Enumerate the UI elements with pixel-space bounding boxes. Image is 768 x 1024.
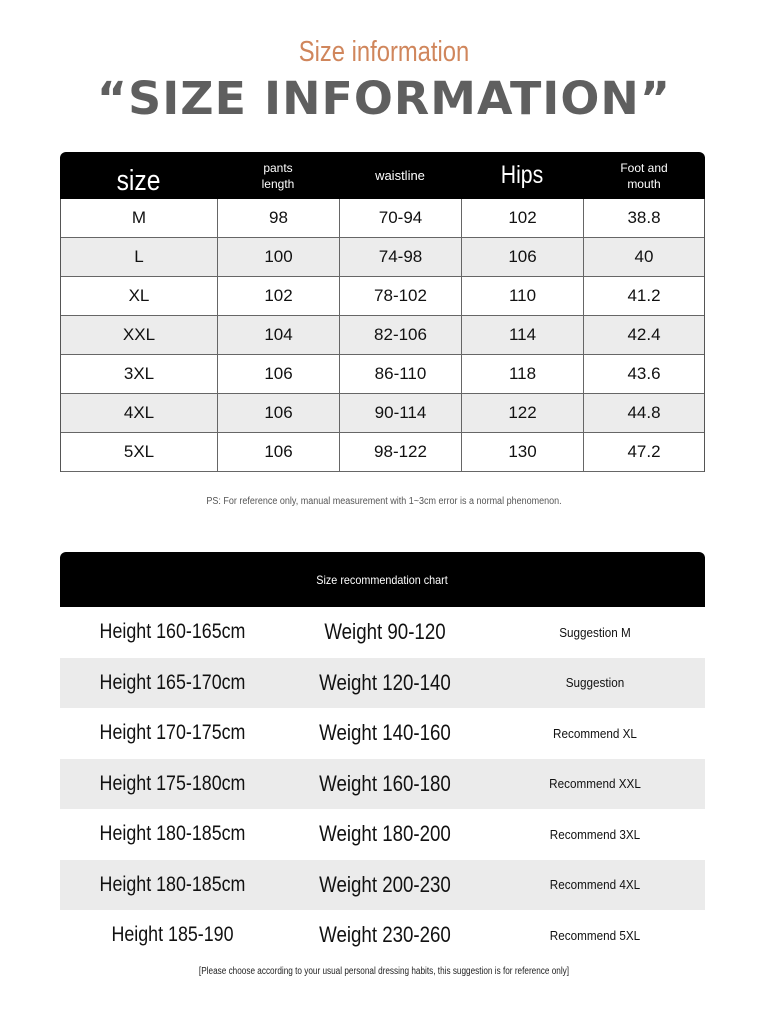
size-table-body xyxy=(60,199,705,472)
ps-note: PS: For reference only, manual measurement with 1~3cm error is a normal phenomenon. xyxy=(206,496,562,507)
weight-cell: Weight 120-140 xyxy=(319,669,451,695)
recommendation-row xyxy=(60,759,705,810)
table-cell: 43.6 xyxy=(627,364,661,383)
table-cell: 106 xyxy=(218,433,340,471)
weight-cell: Weight 140-160 xyxy=(319,720,451,746)
table-cell: 90-114 xyxy=(340,394,462,432)
header-foot-mouth xyxy=(583,152,705,199)
recommendation-body xyxy=(60,607,705,961)
table-cell: 42.4 xyxy=(627,325,661,344)
table-cell: 38.8 xyxy=(627,208,661,227)
table-cell: L xyxy=(61,238,218,276)
header-pants-line2: length xyxy=(261,176,295,191)
table-cell: 70-94 xyxy=(340,199,462,237)
height-cell: Height 170-175cm xyxy=(99,721,246,745)
table-cell: 74-98 xyxy=(340,238,462,276)
height-cell: Height 165-170cm xyxy=(99,670,246,694)
table-cell: 5XL xyxy=(61,433,218,471)
table-cell: 3XL xyxy=(61,355,218,393)
table-cell: 106 xyxy=(462,238,584,276)
table-cell: 82-106 xyxy=(340,316,462,354)
table-row xyxy=(61,433,704,472)
table-cell: XL xyxy=(61,277,218,315)
table-cell: 86-110 xyxy=(340,355,462,393)
table-row xyxy=(61,394,704,433)
table-cell: XXL xyxy=(61,316,218,354)
table-cell: 44.8 xyxy=(627,403,661,422)
table-cell: 78-102 xyxy=(340,277,462,315)
height-cell: Height 180-185cm xyxy=(99,822,246,846)
header-waistline: waistline xyxy=(375,168,425,183)
table-cell: 40 xyxy=(634,247,654,266)
table-row xyxy=(61,355,704,394)
size-suggestion-cell: Recommend XXL xyxy=(549,776,641,792)
height-cell: Height 175-180cm xyxy=(99,771,246,795)
table-row xyxy=(61,199,704,238)
size-suggestion-cell: Recommend 4XL xyxy=(549,877,641,893)
table-cell: 102 xyxy=(462,199,584,237)
size-table xyxy=(60,152,705,472)
size-suggestion-cell: Recommend XL xyxy=(553,725,637,741)
recommendation-table xyxy=(60,552,705,961)
table-cell: 4XL xyxy=(61,394,218,432)
table-cell: 118 xyxy=(462,355,584,393)
table-cell: 102 xyxy=(218,277,340,315)
header-foot-line1: Foot and xyxy=(620,160,668,175)
size-suggestion-cell: Recommend 5XL xyxy=(549,927,641,943)
recommendation-title: Size recommendation chart xyxy=(316,572,449,587)
table-cell: 98 xyxy=(218,199,340,237)
height-cell: Height 180-185cm xyxy=(99,872,246,896)
page-title: “SIZE INFORMATION” xyxy=(96,72,672,125)
table-cell: 114 xyxy=(462,316,584,354)
table-cell: 110 xyxy=(462,277,584,315)
table-cell: 104 xyxy=(218,316,340,354)
weight-cell: Weight 90-120 xyxy=(324,619,446,645)
table-cell: 130 xyxy=(462,433,584,471)
recommendation-header xyxy=(60,552,705,607)
header-foot-line2: mouth xyxy=(627,176,661,191)
header-pants-line1: pants xyxy=(263,160,293,175)
table-row xyxy=(61,238,704,277)
recommendation-row xyxy=(60,809,705,860)
weight-cell: Weight 230-260 xyxy=(319,922,451,948)
header-hips: Hips xyxy=(500,161,544,189)
weight-cell: Weight 200-230 xyxy=(319,871,451,897)
table-cell: 98-122 xyxy=(340,433,462,471)
table-cell: 41.2 xyxy=(627,286,661,305)
header-pants-length xyxy=(217,152,339,199)
size-suggestion-cell: Suggestion xyxy=(565,675,625,691)
weight-cell: Weight 160-180 xyxy=(319,770,451,796)
table-row xyxy=(61,316,704,355)
height-cell: Height 185-190 xyxy=(111,923,234,947)
size-suggestion-cell: Suggestion M xyxy=(559,624,631,640)
table-cell: M xyxy=(61,199,218,237)
recommendation-row xyxy=(60,607,705,658)
size-suggestion-cell: Recommend 3XL xyxy=(549,826,641,842)
recommendation-row xyxy=(60,910,705,961)
table-row xyxy=(61,277,704,316)
weight-cell: Weight 180-200 xyxy=(319,821,451,847)
table-cell: 122 xyxy=(462,394,584,432)
table-cell: 106 xyxy=(218,355,340,393)
footer-note: [Please choose according to your usual personal dressing habits, this suggestion is for reference only] xyxy=(198,966,570,977)
table-cell: 47.2 xyxy=(627,442,661,461)
subtitle: Size information xyxy=(298,36,470,68)
table-cell: 100 xyxy=(218,238,340,276)
recommendation-row xyxy=(60,658,705,709)
recommendation-row xyxy=(60,708,705,759)
table-cell: 106 xyxy=(218,394,340,432)
height-cell: Height 160-165cm xyxy=(99,620,246,644)
size-table-header xyxy=(60,152,705,199)
header-size: size xyxy=(116,165,161,197)
recommendation-row xyxy=(60,860,705,911)
